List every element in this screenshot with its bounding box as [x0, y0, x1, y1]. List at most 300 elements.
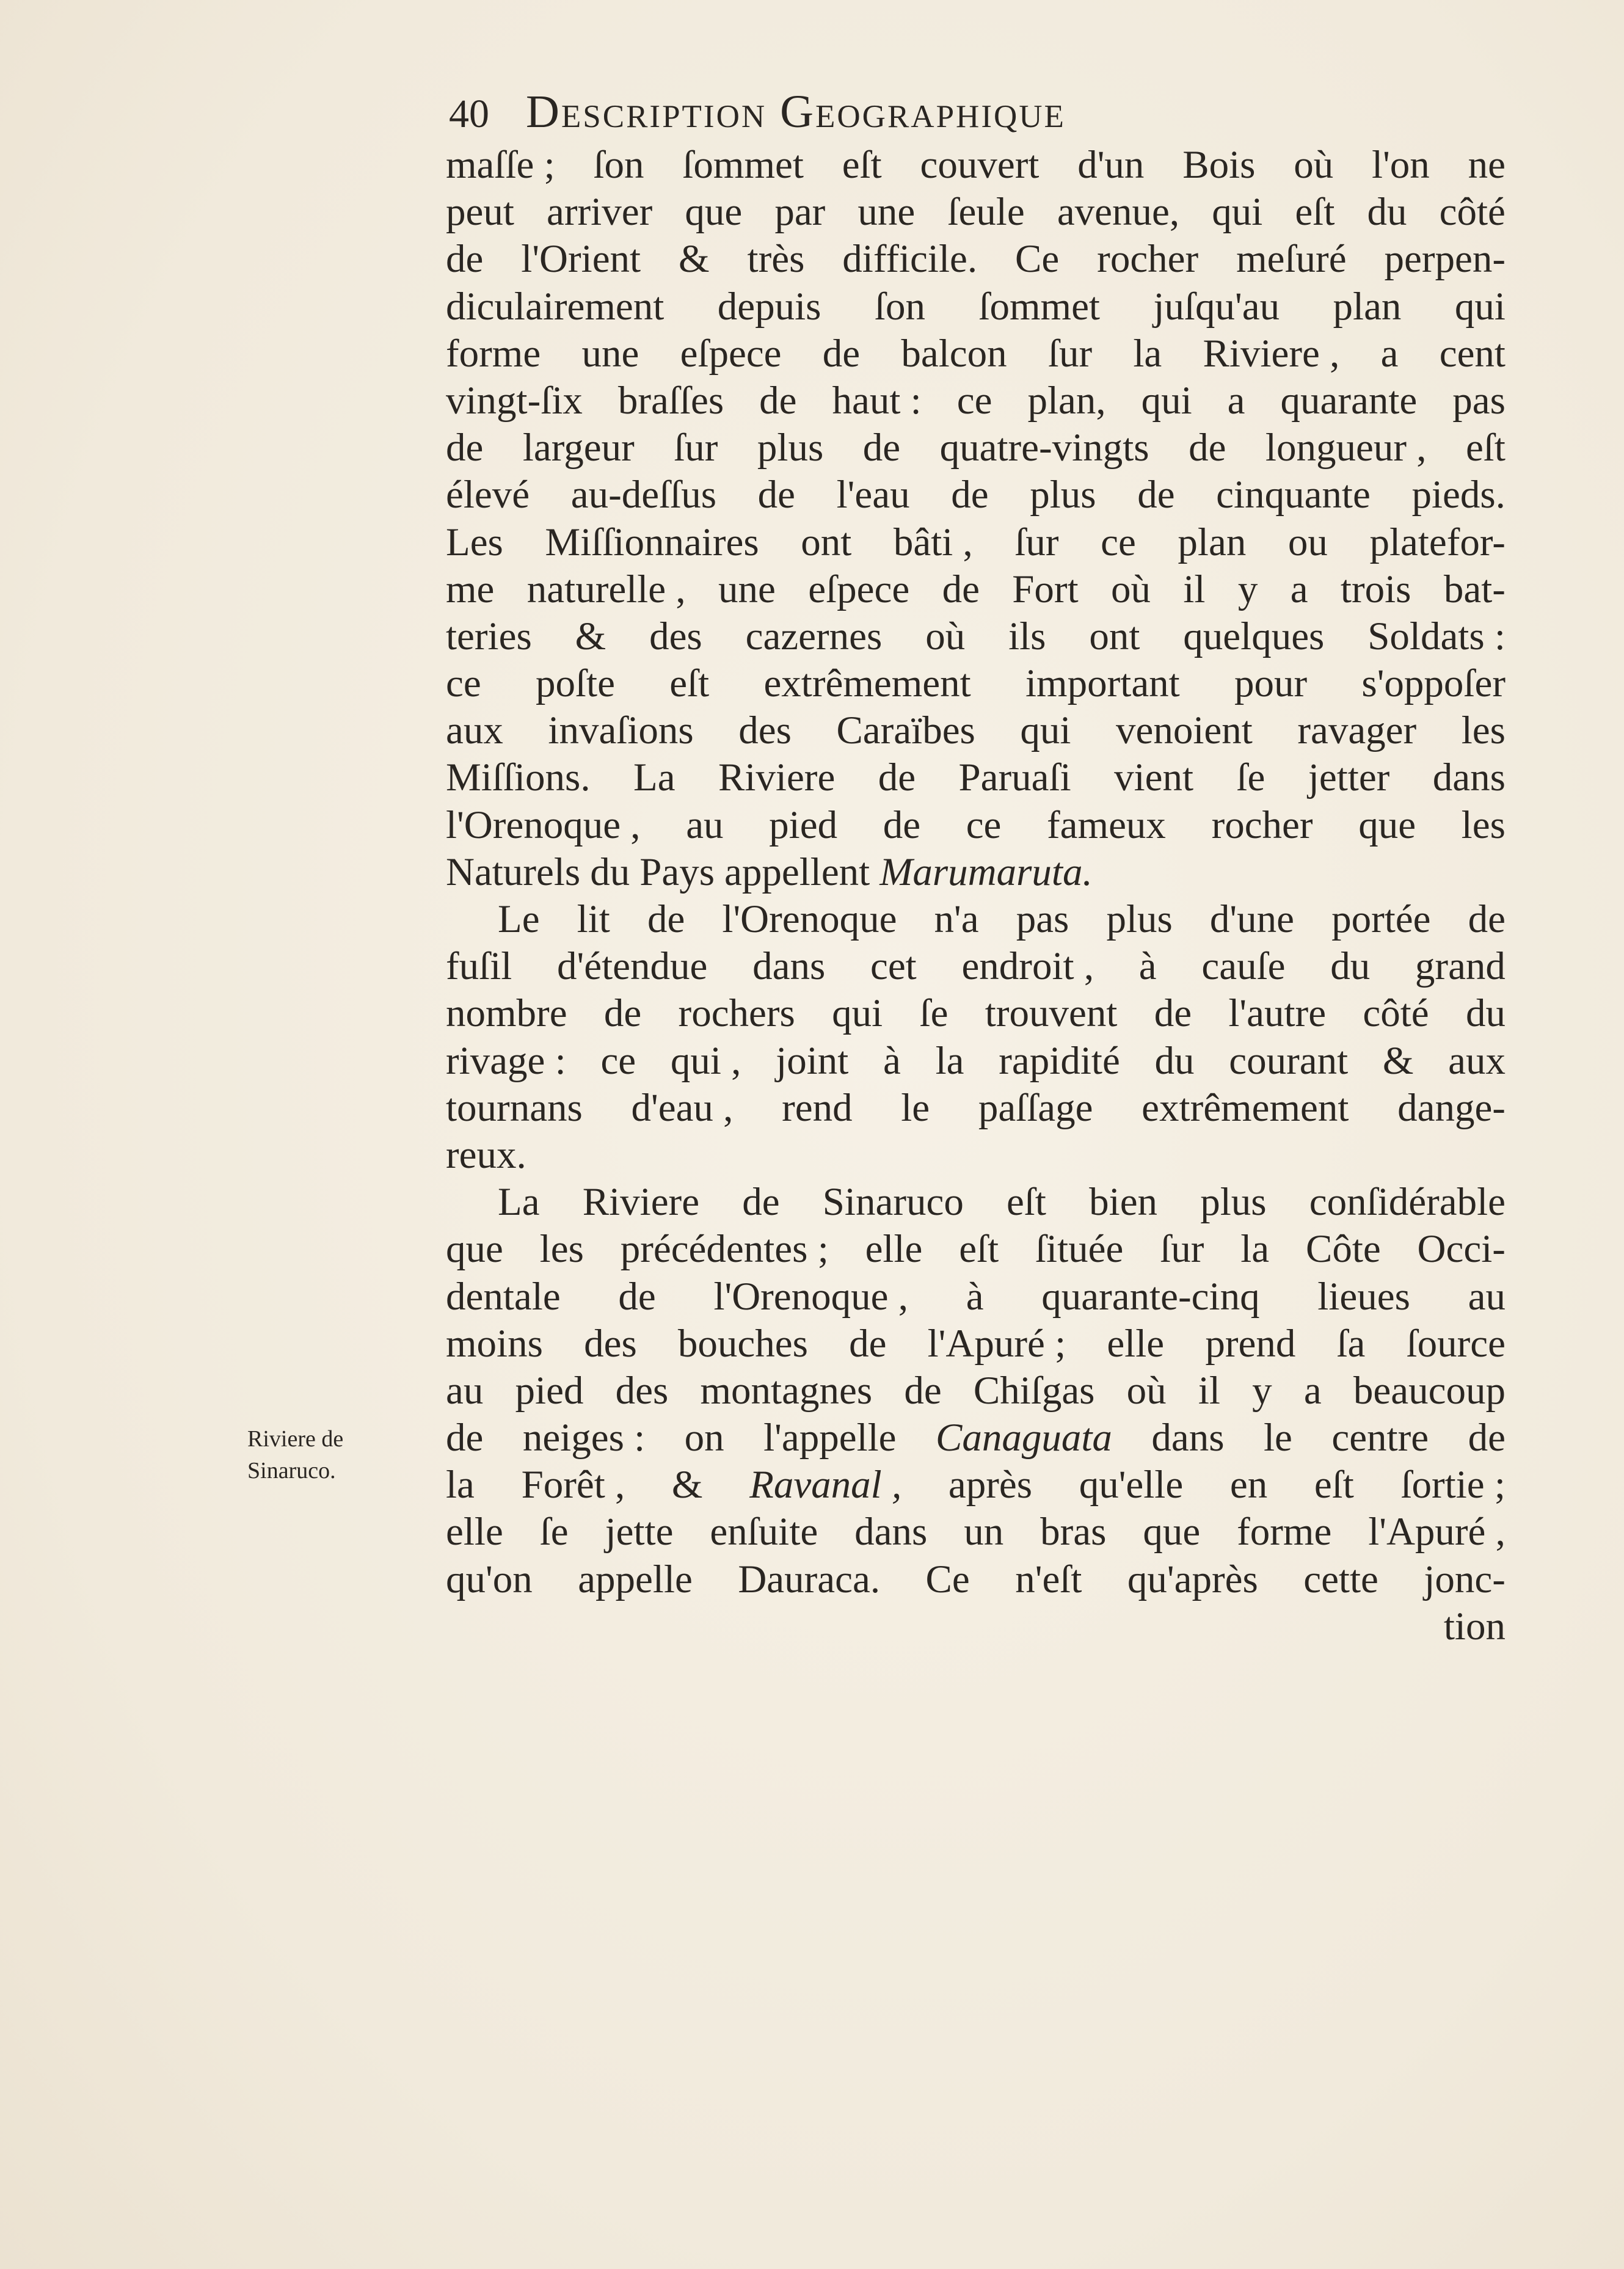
word: d'un	[1077, 143, 1145, 187]
word: lieues	[1317, 1274, 1410, 1319]
word: poſte	[535, 661, 615, 706]
word: jetter	[1308, 756, 1390, 800]
word: il	[1198, 1368, 1220, 1413]
word: la	[446, 1463, 475, 1507]
word: de	[618, 1274, 656, 1319]
word: une	[581, 331, 639, 376]
word: forme	[446, 331, 541, 376]
text-line	[446, 802, 1506, 849]
word: ſe	[919, 991, 949, 1036]
word: où	[1294, 143, 1334, 187]
word: ils	[1008, 614, 1046, 658]
word: à	[1138, 944, 1157, 989]
word: beaucoup	[1353, 1368, 1506, 1413]
word: joint	[776, 1038, 849, 1083]
word: eſt	[1295, 190, 1335, 235]
word: teries	[446, 614, 532, 658]
word: à	[966, 1274, 984, 1319]
word: ou	[1287, 520, 1328, 564]
word: tion	[1443, 1604, 1506, 1648]
word: plus	[757, 426, 824, 470]
word: reux.	[446, 1132, 526, 1177]
text-line	[446, 613, 1506, 660]
text-line	[446, 660, 1506, 707]
word: par	[774, 190, 826, 235]
word: de	[1137, 473, 1175, 517]
word: paſſage	[978, 1085, 1093, 1130]
word: dentale	[446, 1274, 561, 1319]
word: plus	[1030, 473, 1096, 517]
word: cent	[1439, 331, 1506, 376]
word: ſon	[874, 284, 925, 329]
word: au	[686, 803, 724, 847]
word: peut	[446, 190, 514, 235]
word: au	[446, 1368, 484, 1413]
margin-note	[247, 1423, 431, 1487]
word: cette	[1303, 1557, 1378, 1601]
word: dans	[752, 944, 826, 989]
word: dans	[854, 1510, 928, 1554]
word: côté	[1363, 991, 1429, 1036]
word: endroit ,	[961, 944, 1094, 989]
word: bouches	[677, 1321, 808, 1366]
word: cauſe	[1201, 944, 1286, 989]
word: venoient	[1115, 708, 1253, 753]
word: de	[446, 237, 484, 282]
word: moins	[446, 1321, 543, 1366]
word: maſſe ;	[446, 143, 555, 187]
word: y	[1237, 567, 1258, 611]
word: arriver	[547, 190, 653, 235]
word: Le	[498, 897, 540, 941]
word: y	[1252, 1368, 1272, 1413]
word: important	[1025, 661, 1180, 706]
word: ſommet	[682, 143, 804, 187]
word: pas	[1452, 378, 1506, 423]
word: largeur	[522, 426, 635, 470]
word: de	[603, 991, 642, 1036]
word: trouvent	[985, 991, 1118, 1036]
word: portée	[1331, 897, 1431, 941]
word: à	[883, 1038, 901, 1083]
word: rend	[782, 1085, 853, 1130]
word: me	[446, 567, 495, 611]
word: vient	[1114, 756, 1194, 800]
text-line	[446, 1273, 1506, 1320]
word: que	[446, 1227, 503, 1272]
text-line	[446, 707, 1506, 754]
word: ſortie ;	[1400, 1463, 1506, 1507]
word: du	[1154, 1038, 1195, 1083]
word: la	[935, 1038, 964, 1083]
word: ſon	[593, 143, 644, 187]
word: de	[757, 473, 795, 517]
word: a	[1290, 567, 1308, 611]
word: bat-	[1443, 567, 1506, 611]
word: des	[738, 708, 792, 753]
word: du	[590, 850, 630, 894]
word: aux	[446, 708, 503, 753]
word: Marumaruta.	[879, 850, 1093, 894]
word: du	[1367, 190, 1407, 235]
word: la	[1240, 1227, 1270, 1272]
word: rocher	[1211, 803, 1313, 847]
word: de	[446, 1416, 484, 1460]
word: perpen-	[1384, 237, 1506, 282]
word: de	[942, 567, 980, 611]
word: pour	[1234, 661, 1308, 706]
word: l'autre	[1228, 991, 1327, 1036]
word: Canaguata	[936, 1416, 1112, 1460]
word: de	[878, 756, 916, 800]
word: de	[862, 426, 901, 470]
word: meſuré	[1236, 237, 1347, 282]
word: eſt	[1007, 1180, 1046, 1225]
word: braſſes	[617, 378, 724, 423]
word: Caraïbes	[836, 708, 975, 753]
text-line	[446, 1603, 1506, 1650]
word: Riviere	[718, 756, 836, 800]
word: où	[925, 614, 966, 658]
word: ſommet	[978, 284, 1100, 329]
text-line	[446, 943, 1506, 990]
word: extrêmement	[1142, 1085, 1349, 1130]
word: Côte	[1305, 1227, 1381, 1272]
word: où	[1126, 1368, 1167, 1413]
word: qu'après	[1127, 1557, 1258, 1601]
word: Ce	[925, 1557, 970, 1601]
text-line	[446, 189, 1506, 236]
running-head: Description Geographique	[526, 86, 1066, 137]
word: rivage :	[446, 1038, 566, 1083]
text-line	[446, 1132, 1506, 1179]
text-line	[446, 1462, 1506, 1509]
text-line	[446, 330, 1506, 377]
word: les	[539, 1227, 584, 1272]
word: ont	[801, 520, 852, 564]
word: les	[1461, 708, 1506, 753]
word: qui	[1141, 378, 1192, 423]
word: eſt	[669, 661, 710, 706]
word: des	[649, 614, 702, 658]
word: conſidérable	[1309, 1180, 1506, 1225]
word: Miſſionnaires	[545, 520, 759, 564]
text-line	[446, 472, 1506, 519]
word: on	[684, 1416, 724, 1460]
text-line	[446, 1509, 1506, 1556]
word: de	[647, 897, 685, 941]
text-line	[446, 1320, 1506, 1368]
word: Miſſions.	[446, 756, 591, 800]
word: un	[964, 1510, 1004, 1554]
word: eſt	[959, 1227, 999, 1272]
word: fuſil	[446, 944, 512, 989]
word: ſa	[1336, 1321, 1366, 1366]
word: courant	[1229, 1038, 1349, 1083]
word: qui	[1212, 190, 1263, 235]
word: naturelle ,	[526, 567, 686, 611]
word: Occi-	[1417, 1227, 1506, 1272]
word: longueur ,	[1265, 426, 1427, 470]
word: platefor-	[1369, 520, 1506, 564]
word: l'Apuré ,	[1368, 1510, 1506, 1554]
text-line	[446, 754, 1506, 801]
word: au-deſſus	[570, 473, 716, 517]
word: forme	[1237, 1510, 1332, 1554]
word: juſqu'au	[1153, 284, 1280, 329]
word: l'Orenoque ,	[446, 803, 641, 847]
text-line	[446, 1226, 1506, 1273]
word: tournans	[446, 1085, 583, 1130]
word: ce	[446, 661, 481, 706]
word: du	[1465, 991, 1506, 1036]
word: des	[584, 1321, 637, 1366]
word: ſur	[1014, 520, 1059, 564]
word: Paruaſi	[958, 756, 1071, 800]
word: l'Orient	[521, 237, 641, 282]
word: fameux	[1047, 803, 1166, 847]
word: quatre-vingts	[939, 426, 1149, 470]
word: extrêmement	[763, 661, 971, 706]
word: de	[742, 1180, 780, 1225]
margin-note-line: Sinaruco.	[247, 1458, 336, 1484]
word: depuis	[717, 284, 821, 329]
word: de	[1468, 897, 1506, 941]
word: vingt-ſix	[446, 378, 583, 423]
word: élevé	[446, 473, 530, 517]
word: &	[575, 614, 606, 658]
word: &	[679, 237, 710, 282]
word: de	[849, 1321, 887, 1366]
word: Forêt ,	[521, 1463, 625, 1507]
word: le	[901, 1085, 930, 1130]
word: Les	[446, 520, 503, 564]
word: de	[759, 378, 797, 423]
word: difficile.	[842, 237, 978, 282]
page-number: 40	[449, 92, 489, 136]
text-line	[446, 519, 1506, 566]
word: d'eau ,	[631, 1085, 734, 1130]
word: le	[1263, 1416, 1292, 1460]
word: de	[883, 803, 921, 847]
word: Riviere	[582, 1180, 700, 1225]
word: ſur	[1047, 331, 1093, 376]
word: appellent	[724, 850, 870, 894]
word: Soldats :	[1367, 614, 1506, 658]
word: eſt	[1465, 426, 1506, 470]
word: avenue,	[1057, 190, 1180, 235]
word: du	[1330, 944, 1371, 989]
word: Ravanal ,	[749, 1463, 902, 1507]
word: qui	[832, 991, 883, 1036]
text-line	[446, 1085, 1506, 1132]
word: Fort	[1012, 567, 1079, 611]
word: rochers	[678, 991, 795, 1036]
word: a	[1303, 1368, 1322, 1413]
word: eſt	[842, 143, 882, 187]
word: eſpece	[680, 331, 782, 376]
word: l'Orenoque ,	[713, 1274, 908, 1319]
word: précédentes ;	[620, 1227, 829, 1272]
word: grand	[1415, 944, 1506, 989]
word: elle	[1107, 1321, 1165, 1366]
word: bras	[1040, 1510, 1107, 1554]
word: Sinaruco	[822, 1180, 964, 1225]
word: l'Orenoque	[722, 897, 897, 941]
word: ſur	[674, 426, 718, 470]
word: &	[1382, 1038, 1414, 1083]
word: nombre	[446, 991, 567, 1036]
word: plan	[1178, 520, 1247, 564]
word: enſuite	[710, 1510, 818, 1554]
word: très	[747, 237, 805, 282]
word: Pays	[639, 850, 715, 894]
word: qui	[1020, 708, 1071, 753]
word: ce	[966, 803, 1002, 847]
word: d'étendue	[557, 944, 708, 989]
word: cazernes	[745, 614, 883, 658]
text-line	[446, 377, 1506, 424]
word: des	[615, 1368, 669, 1413]
word: de	[951, 473, 989, 517]
word: plan	[1333, 284, 1402, 329]
word: aux	[1448, 1038, 1506, 1083]
word: de	[1468, 1416, 1506, 1460]
word: couvert	[920, 143, 1040, 187]
word: Dauraca.	[738, 1557, 881, 1601]
word: bien	[1089, 1180, 1158, 1225]
word: ce	[1101, 520, 1136, 564]
word: quarante	[1280, 378, 1418, 423]
page-header	[449, 86, 1506, 147]
word: centre	[1331, 1416, 1429, 1460]
word: qu'elle	[1079, 1463, 1184, 1507]
text-line	[446, 896, 1506, 943]
word: bâti ,	[893, 520, 973, 564]
word: pas	[1016, 897, 1069, 941]
word: Chiſgas	[973, 1368, 1095, 1413]
word: Bois	[1182, 143, 1256, 187]
word: où	[1111, 567, 1151, 611]
text-line	[446, 283, 1506, 330]
word: appelle	[578, 1557, 693, 1601]
word: elle	[446, 1510, 503, 1554]
word: lit	[577, 897, 610, 941]
word: côté	[1439, 190, 1506, 235]
word: l'appelle	[763, 1416, 897, 1460]
text-line	[446, 1038, 1506, 1085]
word: cinquante	[1216, 473, 1371, 517]
word: La	[498, 1180, 540, 1225]
word: pieds.	[1411, 473, 1506, 517]
word: prend	[1205, 1321, 1296, 1366]
word: ne	[1468, 143, 1506, 187]
word: rocher	[1097, 237, 1199, 282]
word: a	[1227, 378, 1245, 423]
word: de	[1154, 991, 1192, 1036]
margin-note-line: Riviere de	[247, 1426, 344, 1452]
word: de	[1189, 426, 1226, 470]
word: l'eau	[836, 473, 910, 517]
word: eſpece	[808, 567, 910, 611]
word: dange-	[1397, 1085, 1506, 1130]
text-line	[446, 1556, 1506, 1603]
word: ſituée	[1035, 1227, 1124, 1272]
word: invaſions	[548, 708, 694, 753]
word: s'oppoſer	[1361, 661, 1506, 706]
word: qu'on	[446, 1557, 533, 1601]
text-line	[446, 236, 1506, 283]
word: trois	[1340, 567, 1411, 611]
word: La	[633, 756, 675, 800]
text-line	[446, 566, 1506, 613]
text-line	[446, 424, 1506, 472]
word: n'eſt	[1015, 1557, 1082, 1601]
text-line	[446, 142, 1506, 189]
word: que	[1143, 1510, 1201, 1554]
word: balcon	[901, 331, 1007, 376]
word: qui	[1454, 284, 1506, 329]
word: plus	[1106, 897, 1173, 941]
word: pied	[769, 803, 838, 847]
word: après	[948, 1463, 1033, 1507]
word: au	[1468, 1274, 1506, 1319]
word: que	[1358, 803, 1416, 847]
word: une	[718, 567, 776, 611]
word: ſe	[539, 1510, 569, 1554]
word: l'Apuré ;	[927, 1321, 1066, 1366]
word: quarante-cinq	[1041, 1274, 1260, 1319]
word: cet	[870, 944, 917, 989]
text-line	[446, 1368, 1506, 1415]
word: ce	[600, 1038, 636, 1083]
word: rapidité	[999, 1038, 1120, 1083]
word: ravager	[1297, 708, 1417, 753]
word: elle	[865, 1227, 923, 1272]
text-line	[446, 1179, 1506, 1226]
word: neiges :	[522, 1416, 646, 1460]
word: il	[1183, 567, 1206, 611]
word: ſeule	[947, 190, 1025, 235]
word: Riviere ,	[1203, 331, 1340, 376]
word: Ce	[1015, 237, 1060, 282]
word: ce	[956, 378, 992, 423]
word: plus	[1200, 1180, 1267, 1225]
word: de	[904, 1368, 942, 1413]
word: &	[671, 1463, 703, 1507]
word: dans	[1151, 1416, 1225, 1460]
word: d'une	[1209, 897, 1294, 941]
word: pied	[515, 1368, 584, 1413]
word: Naturels	[446, 850, 581, 894]
word: la	[1133, 331, 1162, 376]
body-text	[446, 142, 1506, 1650]
word: ſe	[1236, 756, 1265, 800]
word: jette	[605, 1510, 674, 1554]
word: quelques	[1183, 614, 1325, 658]
text-line	[446, 990, 1506, 1037]
word: que	[685, 190, 743, 235]
word: qui ,	[670, 1038, 741, 1083]
word: ont	[1089, 614, 1140, 658]
word: dans	[1432, 756, 1506, 800]
word: montagnes	[700, 1368, 873, 1413]
word: une	[858, 190, 916, 235]
word: eſt	[1314, 1463, 1354, 1507]
word: l'on	[1372, 143, 1430, 187]
text-line	[446, 849, 1506, 896]
word: ſource	[1406, 1321, 1506, 1366]
